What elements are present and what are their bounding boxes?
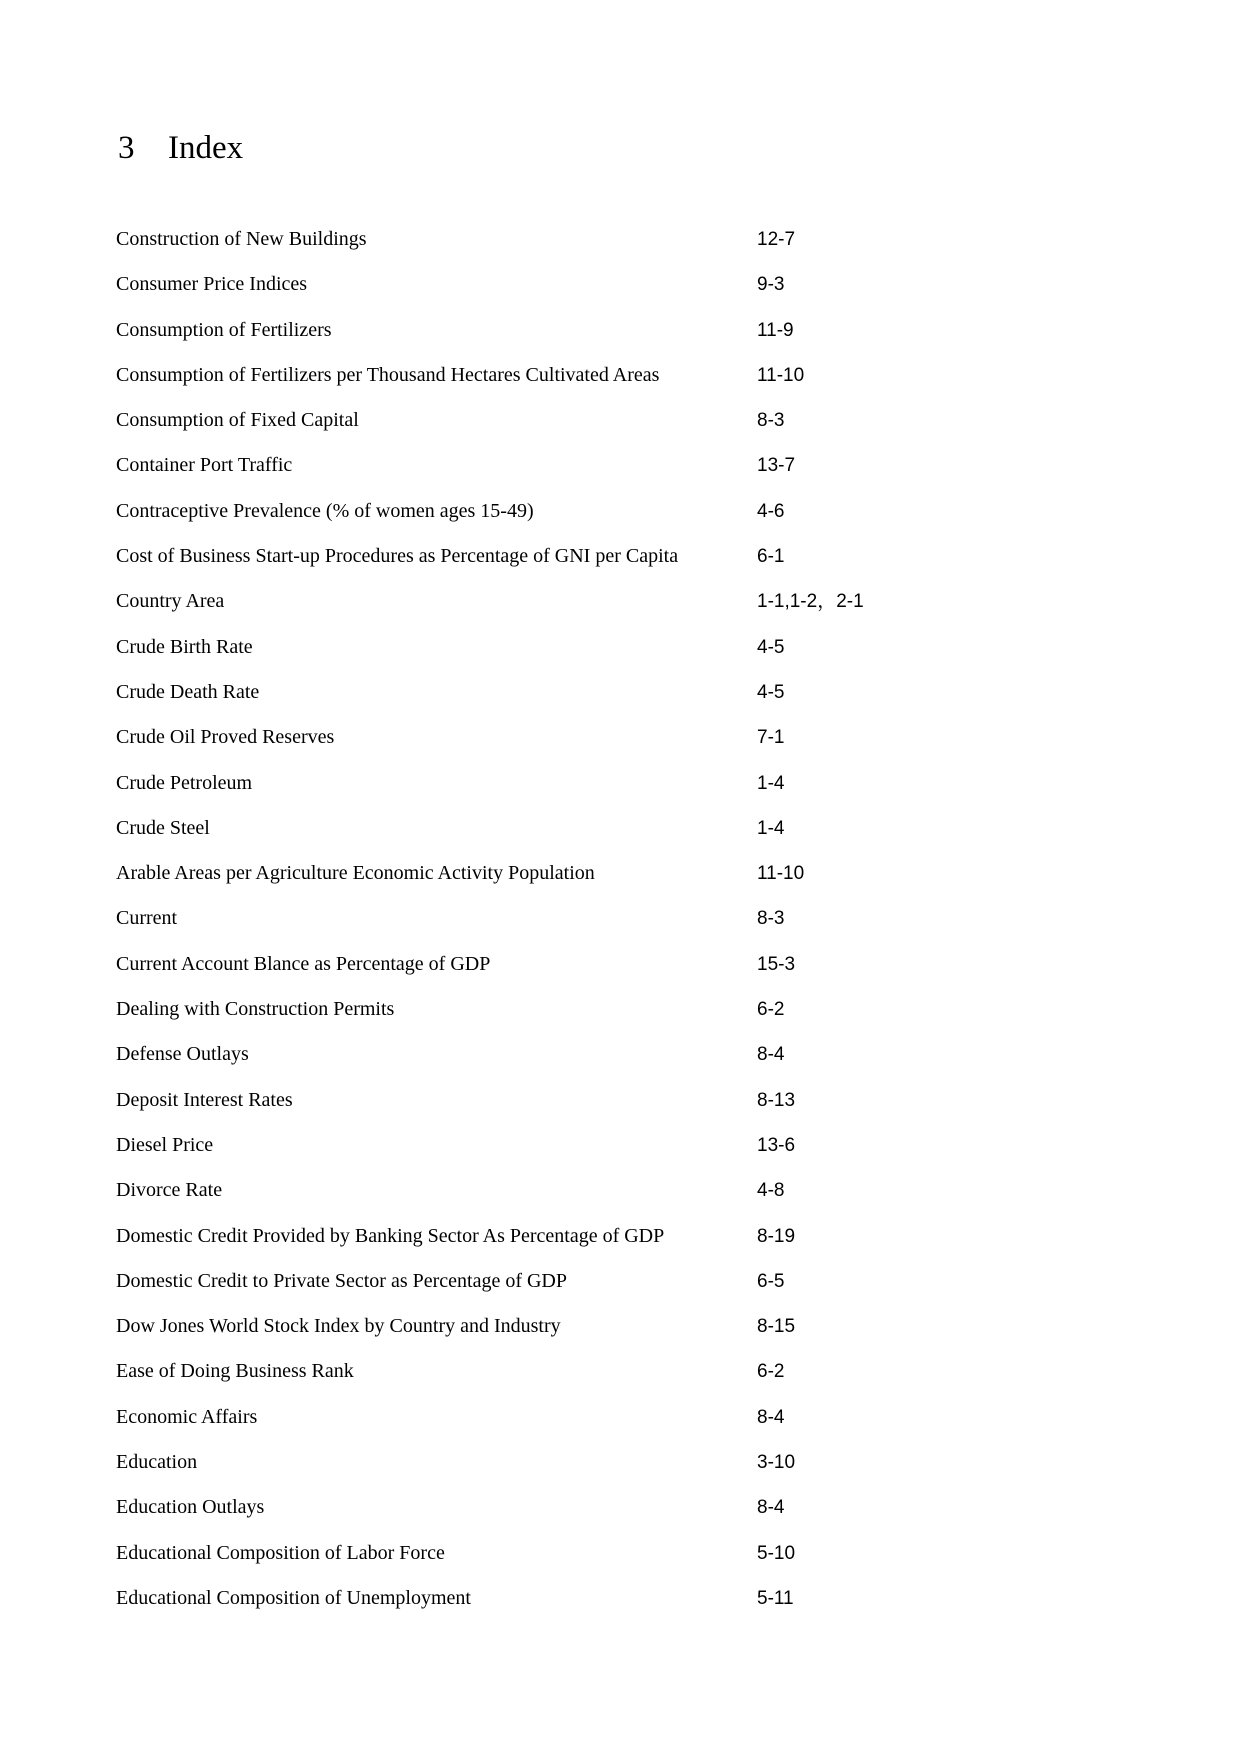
index-page-ref: 1-1,1-2，2-1	[757, 591, 864, 613]
index-entry	[116, 226, 1116, 271]
index-entry	[116, 498, 1116, 543]
index-term: Consumption of Fertilizers	[116, 318, 332, 341]
index-page-ref: 7-1	[757, 727, 785, 749]
index-entry	[116, 679, 1116, 724]
index-page-ref: 8-3	[757, 410, 785, 432]
index-page-ref: 8-4	[757, 1406, 785, 1428]
index-term: Ease of Doing Business Rank	[116, 1360, 354, 1383]
section-number: 3	[118, 130, 135, 166]
index-page-ref: 1-4	[757, 772, 785, 794]
index-entry	[116, 407, 1116, 452]
index-term: Consumption of Fixed Capital	[116, 409, 359, 432]
index-term: Contraceptive Prevalence (% of women ages 15-49)	[116, 499, 534, 522]
index-term: Crude Birth Rate	[116, 635, 253, 658]
index-term: Crude Oil Proved Reserves	[116, 726, 335, 749]
index-entry	[116, 1313, 1116, 1358]
index-term: Consumer Price Indices	[116, 273, 308, 296]
index-term: Educational Composition of Unemployment	[116, 1586, 471, 1609]
index-page-ref: 8-19	[757, 1225, 796, 1247]
index-page-ref: 8-4	[757, 1497, 785, 1519]
index-page-ref: 4-5	[757, 681, 785, 703]
index-term: Current Account Blance as Percentage of GDP	[116, 952, 491, 975]
index-page-ref: 3-10	[757, 1452, 796, 1474]
index-entry	[116, 1585, 1116, 1630]
index-term: Deposit Interest Rates	[116, 1088, 293, 1111]
index-page-ref: 8-13	[757, 1089, 796, 1111]
index-entry	[116, 1494, 1116, 1539]
index-page-ref: 13-6	[757, 1134, 796, 1156]
index-term: Crude Death Rate	[116, 680, 260, 703]
index-entry	[116, 543, 1116, 588]
index-entry	[116, 1177, 1116, 1222]
index-term: Cost of Business Start-up Procedures as Percentage of GNI per Capita	[116, 545, 679, 568]
index-term: Domestic Credit to Private Sector as Percentage of GDP	[116, 1269, 567, 1292]
index-entry	[116, 951, 1116, 996]
index-page-ref: 12-7	[757, 229, 796, 250]
index-entry	[116, 1449, 1116, 1494]
index-entry	[116, 362, 1116, 407]
index-entry	[116, 1540, 1116, 1585]
index-page-ref: 8-4	[757, 1044, 785, 1066]
index-page-ref: 5-10	[757, 1542, 796, 1564]
index-term: Crude Steel	[116, 816, 210, 839]
index-term: Country Area	[116, 590, 225, 613]
index-entry	[116, 996, 1116, 1041]
index-term: Economic Affairs	[116, 1405, 258, 1428]
index-entry	[116, 317, 1116, 362]
index-entry	[116, 724, 1116, 769]
index-term: Dealing with Construction Permits	[116, 998, 395, 1021]
index-term: Divorce Rate	[116, 1179, 223, 1202]
index-entry	[116, 634, 1116, 679]
index-entry	[116, 1223, 1116, 1268]
index-entry	[116, 271, 1116, 316]
section-title: Index	[168, 130, 244, 166]
index-term: Education	[116, 1451, 198, 1474]
section-heading	[118, 128, 243, 168]
index-page-ref: 4-6	[757, 500, 785, 522]
index-page-ref: 9-3	[757, 274, 785, 296]
index-term: Consumption of Fertilizers per Thousand Hectares Cultivated Areas	[116, 363, 660, 386]
index-term: Educational Composition of Labor Force	[116, 1541, 445, 1564]
index-entry	[116, 588, 1116, 633]
index-page-ref: 1-4	[757, 817, 785, 839]
index-page-ref: 6-1	[757, 546, 785, 568]
index-entry	[116, 860, 1116, 905]
index-term: Container Port Traffic	[116, 454, 293, 477]
index-list	[116, 226, 1116, 1630]
index-page-ref: 13-7	[757, 455, 796, 477]
index-page-ref: 11-10	[757, 863, 805, 885]
index-entry	[116, 1132, 1116, 1177]
index-entry	[116, 770, 1116, 815]
index-page-ref: 4-5	[757, 636, 785, 658]
index-term: Crude Petroleum	[116, 771, 253, 794]
index-entry	[116, 1268, 1116, 1313]
index-page-ref: 8-15	[757, 1316, 796, 1338]
index-entry	[116, 905, 1116, 950]
index-term: Dow Jones World Stock Index by Country and Industry	[116, 1315, 561, 1338]
index-page-ref: 5-11	[757, 1587, 794, 1609]
index-term: Defense Outlays	[116, 1043, 249, 1066]
index-entry	[116, 1404, 1116, 1449]
index-term: Diesel Price	[116, 1133, 214, 1156]
index-page-ref: 11-9	[757, 319, 794, 341]
index-entry	[116, 452, 1116, 497]
index-entry	[116, 815, 1116, 860]
index-page-ref: 6-2	[757, 999, 785, 1021]
index-page-ref: 11-10	[757, 364, 805, 386]
index-term: Construction of New Buildings	[116, 228, 367, 250]
index-entry	[116, 1041, 1116, 1086]
index-term: Domestic Credit Provided by Banking Sector As Percentage of GDP	[116, 1224, 665, 1247]
index-term: Arable Areas per Agriculture Economic Activity Population	[116, 862, 595, 885]
index-term: Current	[116, 907, 178, 930]
index-term: Education Outlays	[116, 1496, 265, 1519]
index-page-ref: 6-2	[757, 1361, 785, 1383]
index-entry	[116, 1087, 1116, 1132]
index-page-ref: 8-3	[757, 908, 785, 930]
index-page-ref: 15-3	[757, 953, 796, 975]
index-page-ref: 4-8	[757, 1180, 785, 1202]
index-page-ref: 6-5	[757, 1270, 785, 1292]
index-entry	[116, 1358, 1116, 1403]
